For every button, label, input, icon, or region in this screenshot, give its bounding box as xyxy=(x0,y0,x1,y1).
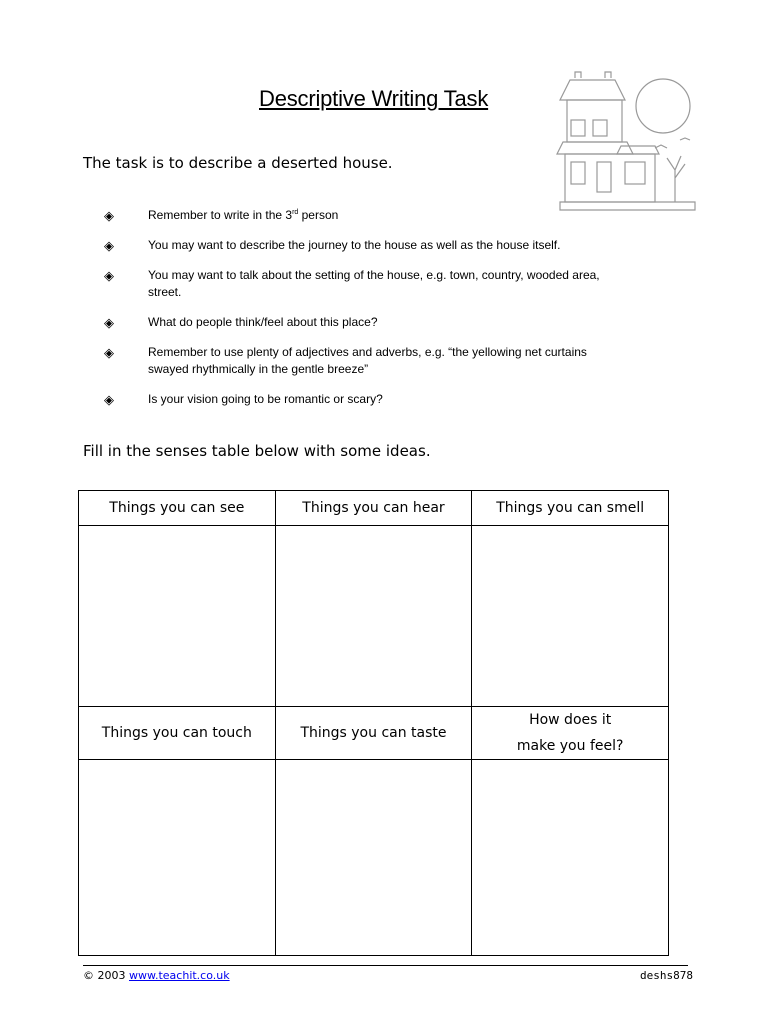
diamond-bullet-icon: ◈ xyxy=(104,208,114,223)
diamond-bullet-icon: ◈ xyxy=(104,238,114,253)
header-smell: Things you can smell xyxy=(472,491,669,526)
diamond-bullet-icon: ◈ xyxy=(104,268,114,283)
diamond-bullet-icon: ◈ xyxy=(104,315,114,330)
task-statement: The task is to describe a deserted house. xyxy=(83,154,393,172)
cell-see[interactable] xyxy=(79,526,276,707)
list-item: ◈ Is your vision going to be romantic or scary? xyxy=(104,392,383,407)
list-item: ◈ What do people think/feel about this place? xyxy=(104,315,378,330)
cell-touch[interactable] xyxy=(79,760,276,956)
header-touch: Things you can touch xyxy=(79,707,276,760)
bullet-list xyxy=(104,207,624,421)
header-taste: Things you can taste xyxy=(275,707,472,760)
list-item: ◈ Remember to use plenty of adjectives and adverbs, e.g. “the yellowing net curtains swayed rhythmically in the gentle breeze” xyxy=(104,345,587,376)
header-feel: How does it make you feel? xyxy=(472,707,669,760)
list-item: ◈ You may want to describe the journey to the house as well as the house itself. xyxy=(104,238,561,253)
page-title: Descriptive Writing Task xyxy=(259,86,489,111)
list-item: ◈ Remember to write in the 3rd person xyxy=(104,208,339,223)
header-see: Things you can see xyxy=(79,491,276,526)
teachit-link[interactable]: www.teachit.co.uk xyxy=(129,969,230,982)
haunted-house-illustration xyxy=(555,70,700,218)
header-hear: Things you can hear xyxy=(275,491,472,526)
footer-divider xyxy=(83,965,688,966)
cell-feel[interactable] xyxy=(472,760,669,956)
cell-hear[interactable] xyxy=(275,526,472,707)
cell-smell[interactable] xyxy=(472,526,669,707)
list-item: ◈ You may want to talk about the setting of the house, e.g. town, country, wooded area, street. xyxy=(104,268,600,299)
cell-taste[interactable] xyxy=(275,760,472,956)
footer-copyright: © 2003 www.teachit.co.uk xyxy=(83,969,230,982)
senses-table xyxy=(78,490,669,956)
diamond-bullet-icon: ◈ xyxy=(104,392,114,407)
diamond-bullet-icon: ◈ xyxy=(104,345,114,360)
footer-code: deshs878 xyxy=(640,969,693,982)
table-instruction: Fill in the senses table below with some ideas. xyxy=(83,442,431,460)
